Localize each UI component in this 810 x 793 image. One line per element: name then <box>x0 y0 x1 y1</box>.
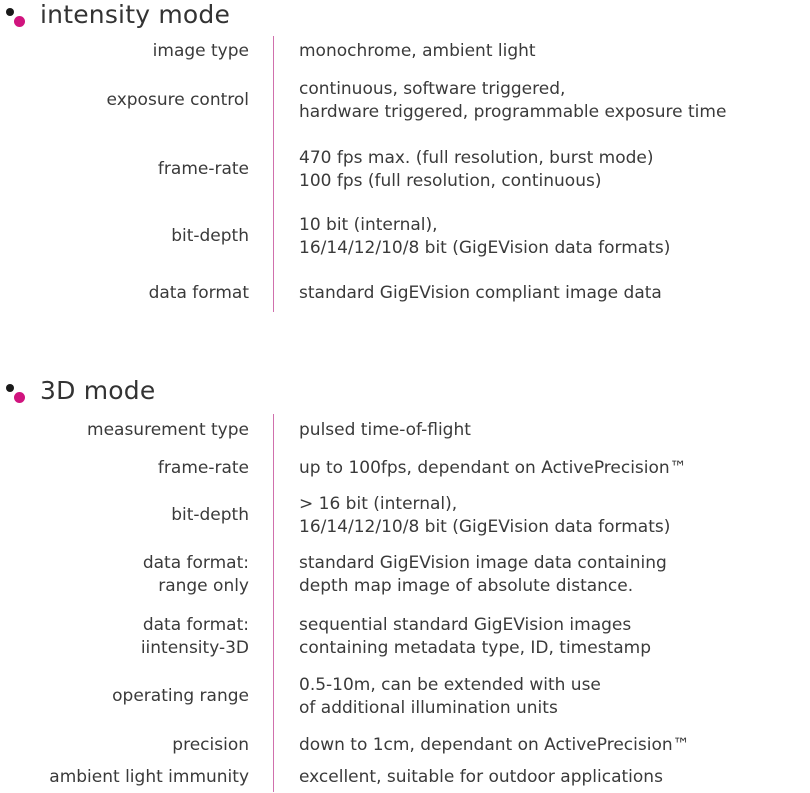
spec-value: > 16 bit (internal), 16/14/12/10/8 bit (GigEVision data formats) <box>299 494 671 537</box>
spec-value: 470 fps max. (full resolution, burst mode) 100 fps (full resolution, continuous) <box>299 148 654 191</box>
spec-value: excellent, suitable for outdoor applications <box>299 767 663 787</box>
spec-label: data format: iintensity-3D <box>140 615 249 658</box>
section-title: intensity mode <box>40 0 231 29</box>
spec-label: frame-rate <box>157 159 249 179</box>
spec-label: measurement type <box>87 420 249 440</box>
spec-label: data format: range only <box>142 553 249 596</box>
spec-label: ambient light immunity <box>49 767 249 787</box>
spec-label: data format <box>148 283 249 303</box>
spec-value: standard GigEVision image data containing depth map image of absolute distance. <box>299 553 667 596</box>
spec-value: monochrome, ambient light <box>299 41 536 61</box>
spec-label: image type <box>152 41 249 61</box>
spec-label: exposure control <box>106 90 249 110</box>
bullet-dots-icon <box>6 384 26 404</box>
spec-value: up to 100fps, dependant on ActivePrecision™ <box>299 458 687 478</box>
spec-value: sequential standard GigEVision images containing metadata type, ID, timestamp <box>299 615 651 658</box>
column-divider <box>273 414 274 792</box>
spec-label: bit-depth <box>171 505 249 525</box>
spec-value: standard GigEVision compliant image data <box>299 283 662 303</box>
spec-label: operating range <box>112 686 249 706</box>
column-divider <box>273 36 274 312</box>
spec-label: bit-depth <box>171 226 249 246</box>
section-title: 3D mode <box>40 376 156 405</box>
spec-value: continuous, software triggered, hardware triggered, programmable exposure time <box>299 79 727 122</box>
3d-mode-heading <box>0 376 810 410</box>
3d-mode-section <box>0 376 810 787</box>
spec-value: 10 bit (internal), 16/14/12/10/8 bit (GigEVision data formats) <box>299 215 671 258</box>
spec-value: 0.5-10m, can be extended with use of additional illumination units <box>299 675 601 718</box>
spec-label: frame-rate <box>157 458 249 478</box>
spec-value: pulsed time-of-flight <box>299 420 471 440</box>
spec-value: down to 1cm, dependant on ActivePrecision™ <box>299 735 690 755</box>
bullet-dots-icon <box>6 8 26 28</box>
intensity-mode-section <box>0 0 810 303</box>
spec-label: precision <box>172 735 249 755</box>
intensity-mode-heading <box>0 0 810 34</box>
